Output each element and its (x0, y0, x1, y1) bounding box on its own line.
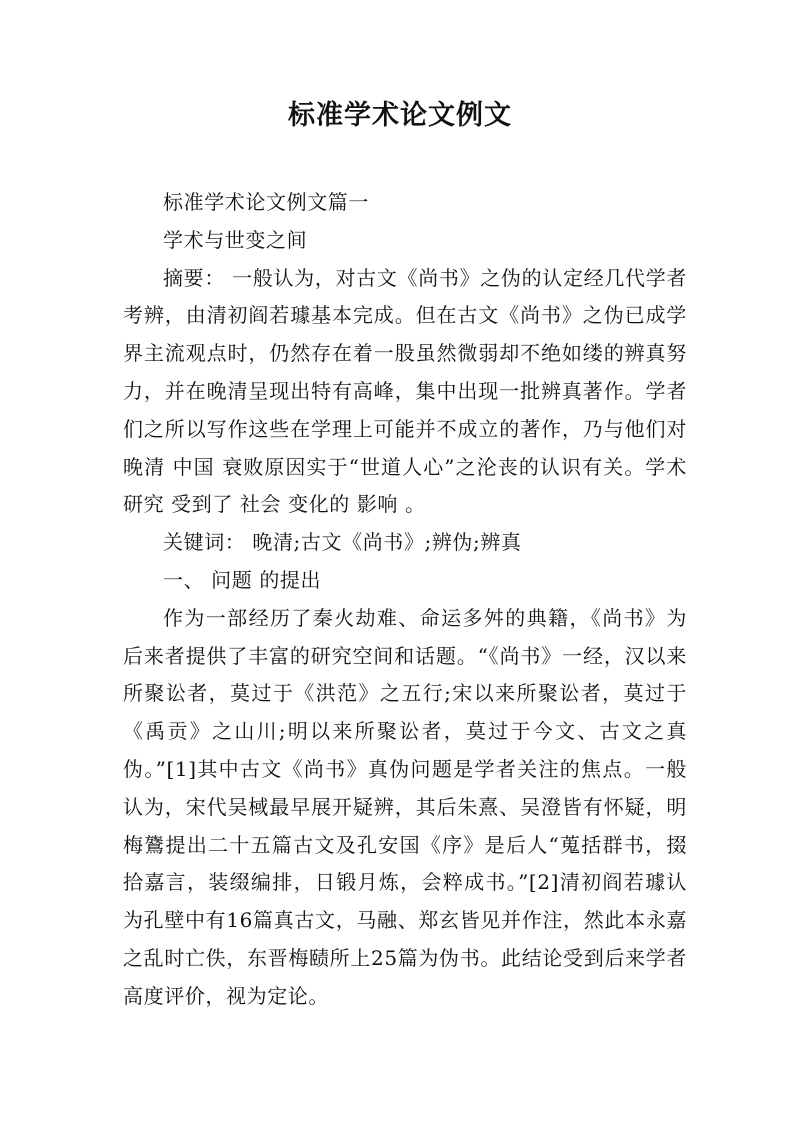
document-body (123, 184, 687, 1016)
subsection-heading: 一、 问题 的提出 (163, 567, 322, 592)
document-title: 标准学术论文例文 (288, 100, 512, 131)
body-paragraph: 作为一部经历了秦火劫难、命运多舛的典籍，《尚书》为后来者提供了丰富的研究空间和话题。“《尚书》一经，汉以来所聚讼者，莫过于《洪范》之五行;宋以来所聚讼者，莫过于《禹贡》之山川;明以来所聚讼者，莫过于今文、古文之真伪。”[1]其中古文《尚书》真伪问题是学者关注的焦点。一般认为，宋代吴棫最早展开疑辨，其后朱熹、吴澄皆有怀疑，明梅鷟提出二十五篇古文及孔安国《序》是后人“蒐括群书，掇拾嘉言，装缀编排，日锻月炼，会粹成书。”[2]清初阎若璩认为孔壁中有16篇真古文，马融、郑玄皆见并作注，然此本永嘉之乱时亡佚，东晋梅赜所上25篇为伪书。此结论受到后来学者高度评价，视为定论。 (123, 605, 687, 1008)
keywords-line: 关键词： 晚清;古文《尚书》;辨伪;辨真 (163, 530, 522, 555)
section-heading: 标准学术论文例文篇一 (163, 190, 369, 214)
abstract-paragraph: 摘要： 一般认为，对古文《尚书》之伪的认定经几代学者考辨，由清初阎若璩基本完成。但在古文《尚书》之伪已成学界主流观点时，仍然存在着一股虽然微弱却不绝如缕的辨真努力，并在晚清呈现出特有高峰，集中出现一批辨真著作。学者们之所以写作这些在学理上可能并不成立的著作，乃与他们对晚清 中国 衰败原因实于“世道人心”之沦丧的认识有关。学术 研究 受到了 社会 变化的 影响 。 (123, 265, 687, 517)
article-title: 学术与世变之间 (163, 227, 308, 252)
